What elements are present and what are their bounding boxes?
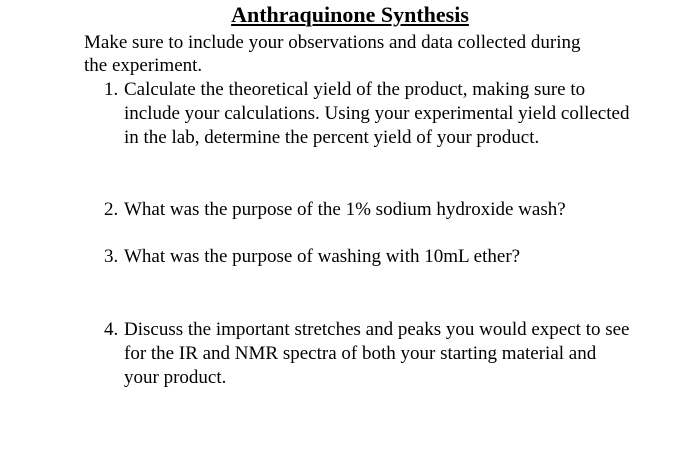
question-number: 3. xyxy=(104,246,119,267)
question-item xyxy=(104,78,634,150)
question-text: Calculate the theoretical yield of the product, making sure to include your calculations. Using your experimental yield collected in the lab, determine the percent yield of your product. xyxy=(124,79,630,148)
question-item xyxy=(104,198,634,222)
document-title: Anthraquinone Synthesis xyxy=(231,2,469,27)
question-text: What was the purpose of the 1% sodium hydroxide wash? xyxy=(124,199,566,220)
question-number: 1. xyxy=(104,79,119,100)
question-number: 4. xyxy=(104,319,119,340)
intro-paragraph: Make sure to include your observations and data collected during the experiment. xyxy=(84,32,581,76)
question-item xyxy=(104,318,634,390)
question-text: What was the purpose of washing with 10mL ether? xyxy=(124,246,521,267)
question-item xyxy=(104,245,634,269)
question-number: 2. xyxy=(104,199,119,220)
question-text: Discuss the important stretches and peaks you would expect to see for the IR and NMR spectra of both your starting material and your product. xyxy=(124,319,630,388)
